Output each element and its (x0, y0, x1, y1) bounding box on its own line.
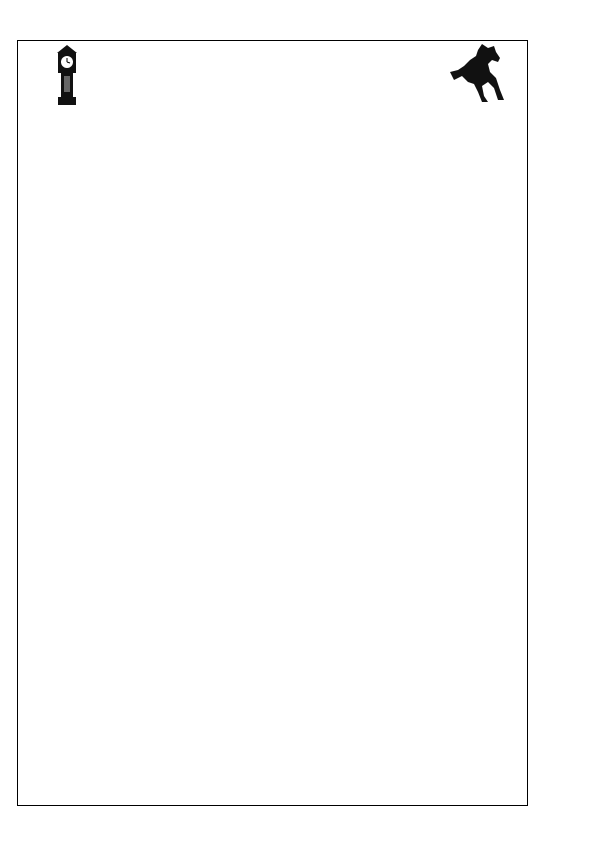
schedule-table (17, 40, 528, 806)
